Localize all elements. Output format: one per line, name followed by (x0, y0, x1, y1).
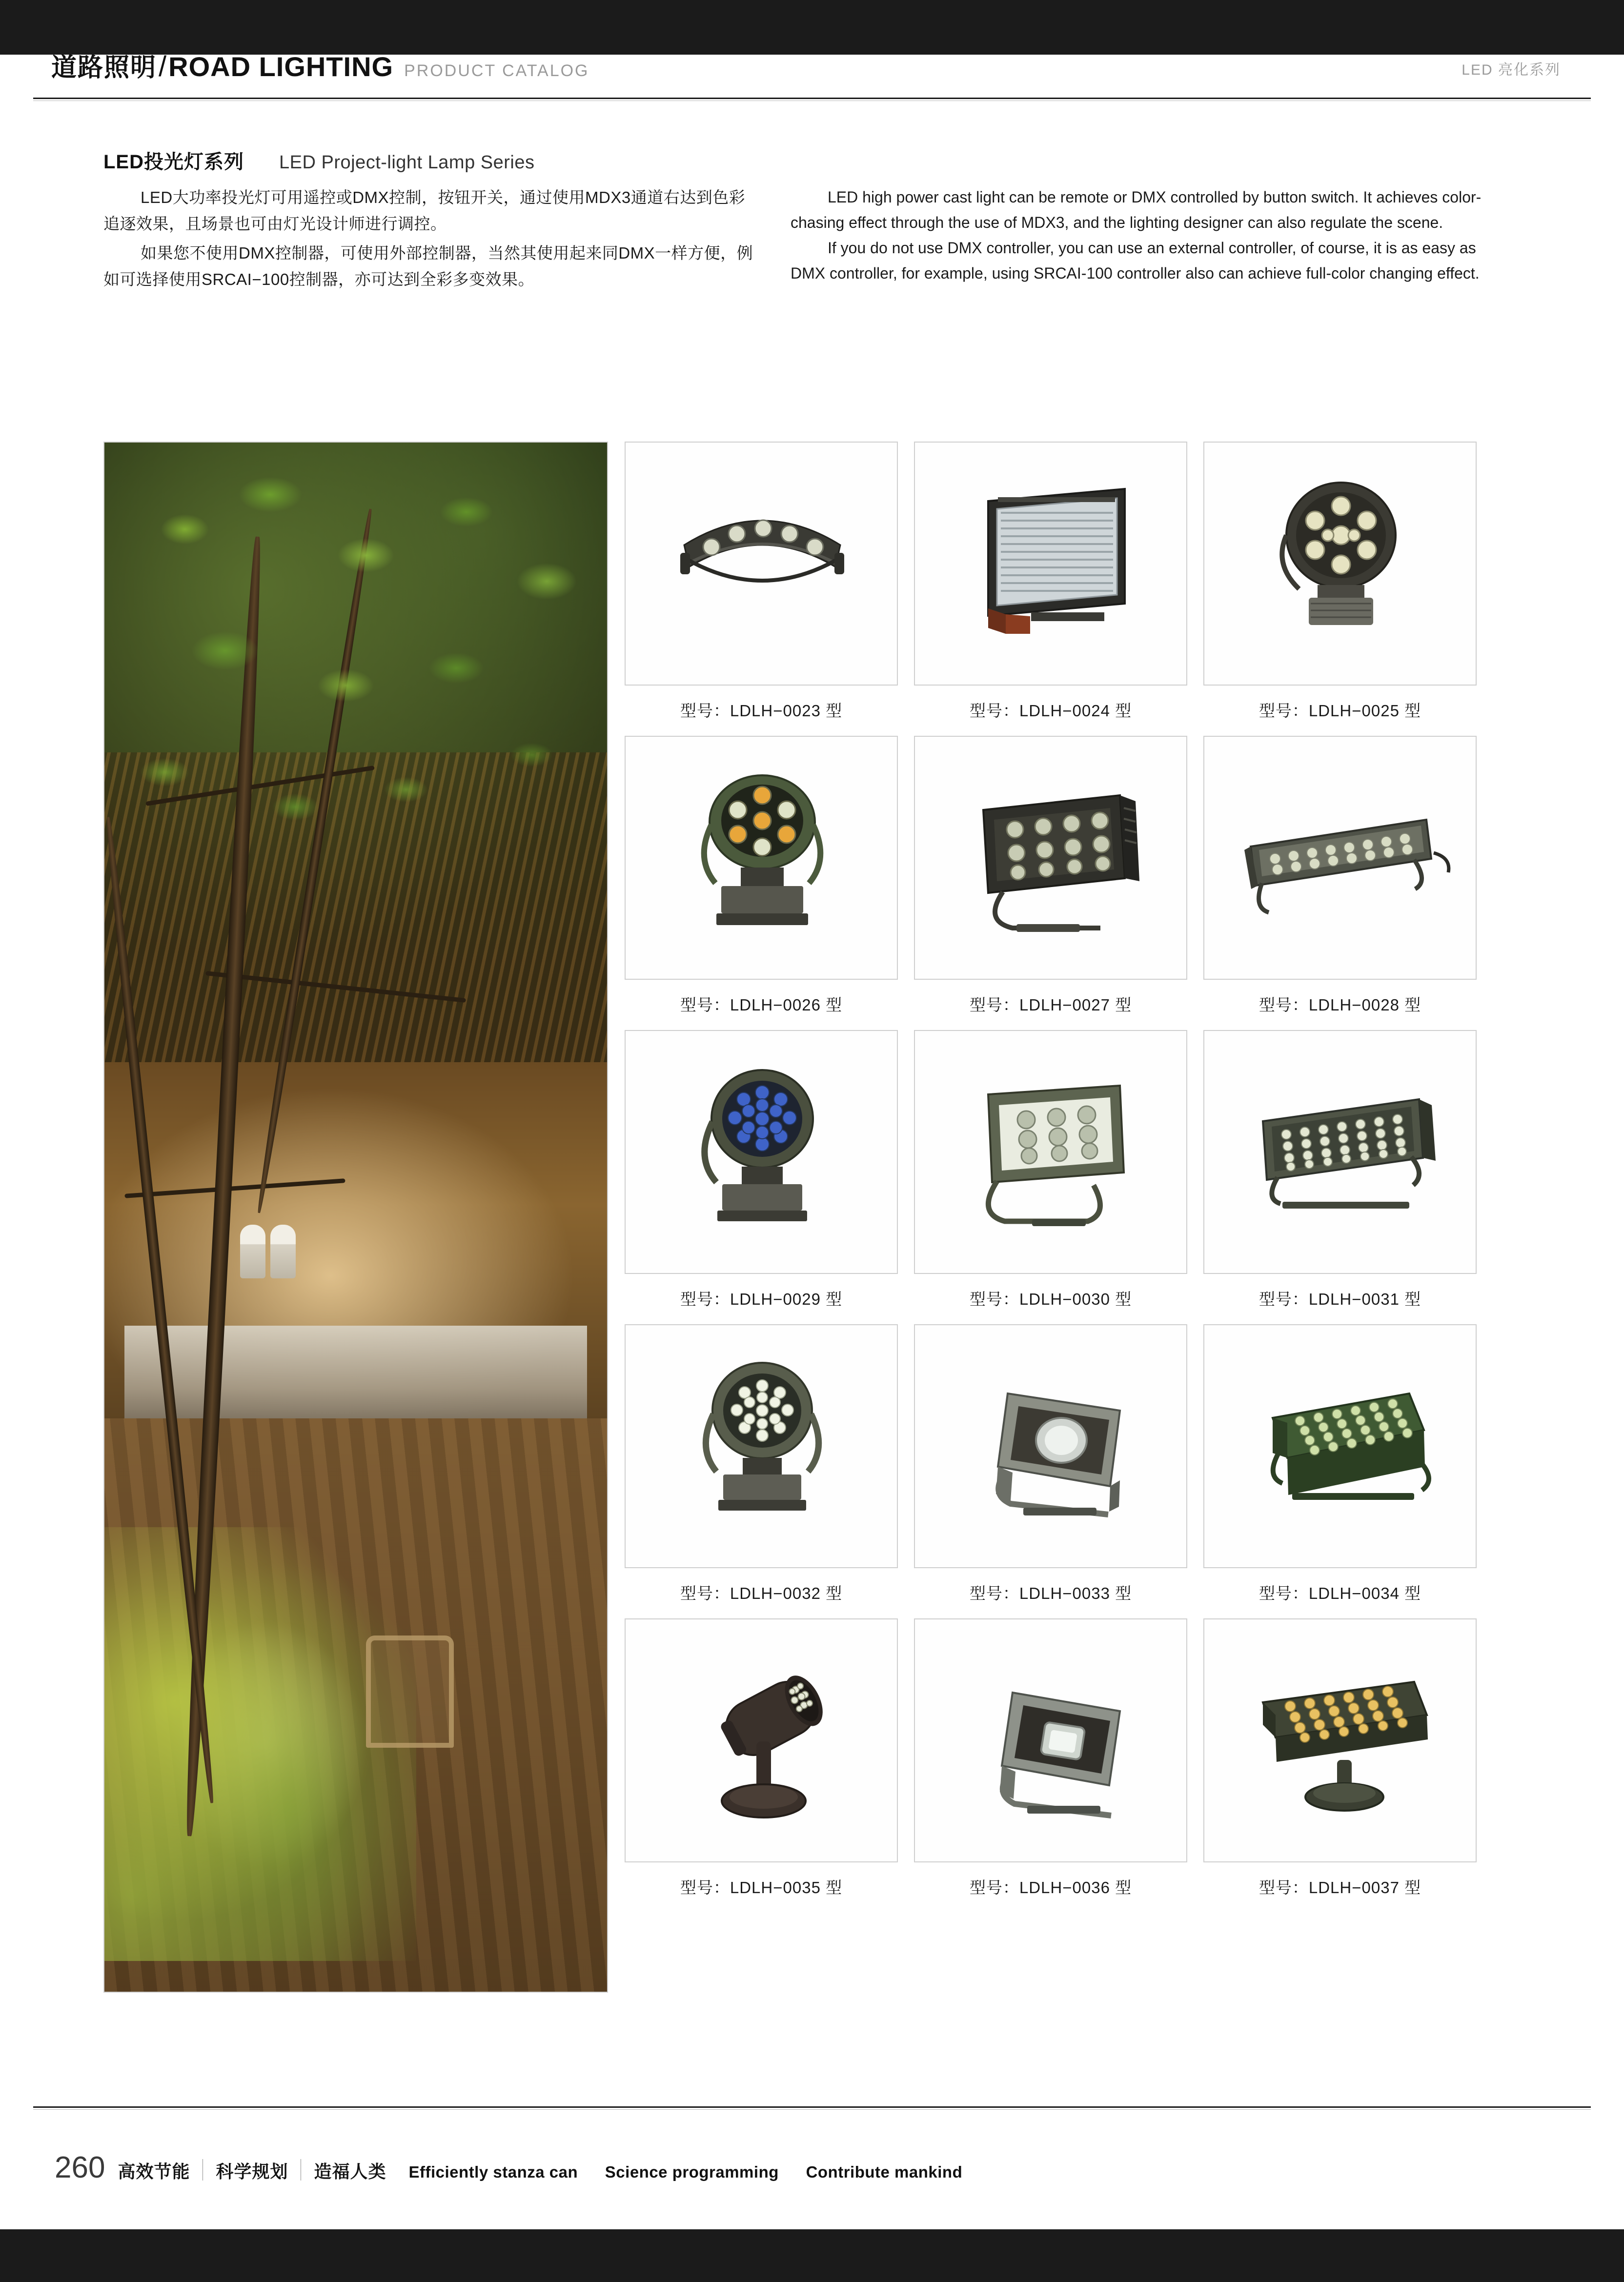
application-photo (103, 442, 608, 1993)
product-caption: 型号：LDLH−0025 型 (1259, 702, 1421, 720)
header-title (51, 47, 589, 83)
product-image-ldlh-0030 (914, 1030, 1187, 1274)
product-caption: 型号：LDLH−0036 型 (969, 1878, 1132, 1897)
footer-slogan-en-2: Science programming (605, 2163, 779, 2181)
section-title-cn: LED投光灯系列 (103, 151, 244, 173)
photo-chair (366, 1636, 454, 1748)
footer-slogan-en (409, 2163, 985, 2181)
intro-en-paragraph-2: If you do not use DMX controller, you can use an external controller, of course, it is as easy as DMX controller, for example, using SRCAI-100 controller also can achieve full-color changing effect. (791, 239, 1480, 282)
header-divider (33, 98, 1591, 99)
product-image-ldlh-0031 (1203, 1030, 1477, 1274)
footer-slogan-cn-2: 科学规划 (216, 2161, 288, 2181)
product-cell (625, 1030, 914, 1324)
product-cell (1203, 1324, 1493, 1618)
product-cell (1203, 1030, 1493, 1324)
cob-angled-flood-lamp-icon (915, 1325, 1187, 1568)
product-caption: 型号：LDLH−0037 型 (1259, 1878, 1421, 1897)
intro-en-paragraph-1: LED high power cast light can be remote or DMX controlled by button switch. It achieves color-chasing effect through the use of MDX3, and the lighting designer can also regulate the scene. (791, 188, 1482, 231)
product-cell (625, 442, 914, 736)
rect-36led-lamp-icon (1204, 1031, 1477, 1274)
product-cell (1203, 1618, 1493, 1913)
product-image-ldlh-0033 (914, 1324, 1187, 1568)
footer-slogan-en-3: Contribute mankind (806, 2163, 963, 2181)
product-image-ldlh-0024 (914, 442, 1187, 686)
product-cell (625, 1324, 914, 1618)
footer-divider (33, 2106, 1591, 2108)
product-cell (625, 1618, 914, 1913)
footer-slogan-cn-1: 高效节能 (118, 2161, 190, 2181)
product-caption: 型号：LDLH−0024 型 (969, 702, 1132, 720)
product-caption: 型号：LDLH−0033 型 (969, 1584, 1132, 1602)
product-image-ldlh-0029 (625, 1030, 898, 1274)
round-9led-lamp-icon (1204, 443, 1477, 686)
product-caption: 型号：LDLH−0034 型 (1259, 1584, 1421, 1602)
footer-content (55, 2150, 985, 2185)
product-cell (1203, 442, 1493, 736)
green-36led-lamp-icon (1204, 1325, 1477, 1568)
product-caption: 型号：LDLH−0029 型 (680, 1290, 843, 1308)
product-cell (914, 1030, 1203, 1324)
product-grid (625, 442, 1493, 1913)
header-subtitle-en: PRODUCT CATALOG (404, 61, 589, 80)
round-white-led-lamp-icon (626, 1325, 898, 1568)
header-title-cn: 道路照明 (51, 54, 157, 82)
header-title-slash: / (159, 51, 167, 82)
product-image-ldlh-0035 (625, 1618, 898, 1862)
product-image-ldlh-0027 (914, 736, 1187, 980)
cob-flood-lamp-icon (915, 1619, 1187, 1862)
intro-cn-paragraph-1: LED大功率投光灯可用遥控或DMX控制，按钮开关，通过使用MDX3通道右达到色彩追逐效果，且场景也可由灯光设计师进行调控。 (103, 188, 746, 233)
product-cell (625, 736, 914, 1030)
product-caption: 型号：LDLH−0030 型 (969, 1290, 1132, 1308)
product-image-ldlh-0036 (914, 1618, 1187, 1862)
intro-text-en (791, 184, 1503, 286)
product-caption: 型号：LDLH−0027 型 (969, 996, 1132, 1014)
product-caption: 型号：LDLH−0026 型 (680, 996, 843, 1014)
product-image-ldlh-0032 (625, 1324, 898, 1568)
spot-stake-lamp-icon (626, 1619, 898, 1862)
section-title (103, 146, 535, 174)
page-number: 260 (55, 2151, 105, 2184)
page-footer (0, 2077, 1624, 2282)
intro-text-cn (103, 184, 757, 293)
product-image-ldlh-0023 (625, 442, 898, 686)
product-image-ldlh-0028 (1203, 736, 1477, 980)
header-title-en: ROAD LIGHTING (168, 51, 394, 82)
footer-slogan-cn-3: 造福人类 (314, 2161, 386, 2181)
footer-slogan-en-1: Efficiently stanza can (408, 2163, 578, 2181)
product-image-ldlh-0025 (1203, 442, 1477, 686)
product-caption: 型号：LDLH−0031 型 (1259, 1290, 1421, 1308)
photo-foliage (104, 443, 607, 1310)
product-row (625, 736, 1493, 1030)
product-cell (1203, 736, 1493, 1030)
product-row (625, 1030, 1493, 1324)
square-9led-handle-lamp-icon (915, 1031, 1187, 1274)
wall-washer-bar-lamp-icon (1204, 737, 1477, 980)
arc-bar-lamp-icon (626, 443, 898, 686)
rect-12led-lamp-icon (915, 737, 1187, 980)
product-caption: 型号：LDLH−0023 型 (680, 702, 843, 720)
panel-flood-lamp-icon (915, 443, 1187, 686)
intro-cn-paragraph-2: 如果您不使用DMX控制器，可使用外部控制器，当然其使用起来同DMX一样方便，例如可选择使用SRCAI−100控制器，亦可达到全彩多变效果。 (103, 244, 753, 288)
product-image-ldlh-0034 (1203, 1324, 1477, 1568)
product-cell (914, 442, 1203, 736)
product-image-ldlh-0026 (625, 736, 898, 980)
header-series-label: LED 亮化系列 (1462, 62, 1561, 78)
product-row (625, 1618, 1493, 1913)
gold-36led-stand-lamp-icon (1204, 1619, 1477, 1862)
round-amber-led-lamp-icon (626, 737, 898, 980)
footer-black-band (0, 2229, 1624, 2282)
product-image-ldlh-0037 (1203, 1618, 1477, 1862)
page-header (0, 0, 1624, 106)
product-cell (914, 1618, 1203, 1913)
product-caption: 型号：LDLH−0028 型 (1259, 996, 1421, 1014)
footer-divider-light (33, 2109, 1591, 2110)
product-row (625, 1324, 1493, 1618)
photo-canvas (104, 443, 607, 1992)
section-title-en: LED Project-light Lamp Series (279, 152, 535, 173)
product-cell (914, 736, 1203, 1030)
product-caption: 型号：LDLH−0035 型 (680, 1878, 843, 1897)
product-row (625, 442, 1493, 736)
product-caption: 型号：LDLH−0032 型 (680, 1584, 843, 1602)
round-blue-led-lamp-icon (626, 1031, 898, 1274)
content-area (0, 442, 1624, 2018)
product-cell (914, 1324, 1203, 1618)
